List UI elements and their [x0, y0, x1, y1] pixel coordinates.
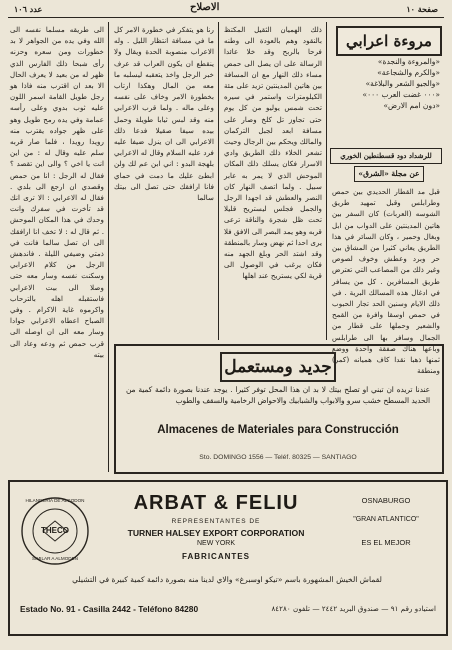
masthead: الاصلاح	[190, 2, 220, 13]
ad-arabic-line: لقماش الخيش المشهورة باسم «تيكو اوسبرغ» والاي لدينا منه بصورة دائمة كمية كبيرة في التشيلي	[72, 575, 382, 584]
poem-line: «والجيو الشعر والبلاغة»	[365, 79, 440, 88]
corporation-name: TURNER HALSEY EXPORT CORPORATION	[127, 528, 305, 538]
fabricantes-label: FABRICANTES	[182, 552, 250, 561]
logo-center-text: THECO	[41, 526, 69, 535]
article-column-middle: ذلك الهميان الثقيل المكتظ بالنقود وهم بالعودة الى وطنه فرحا بالربح وقد خلا عائدا الرسالة على ان يصل الى حمص مساء ذلك النهار مع ان المسافة بين هاتين المدينتين تزيد على مئة الكيلومترات واستمر في سيره تحت شمس يوليو من كل يوم حتى تجاوز تل كلخ وصار على مسافة ابعد لجبل التركمان والمالك ويحكم بين الرجال وحيث تشعر الخلاء ذلك الطريق وادي الاسرار فكان يسلك ذلك المكان الموحش الذي لا يمر به عابر سبيل . ولما اتصف النهار كان النصر والعطش قد اجهدا الرجل والجمل فجلس ليستريح قليلا تحت ظل شجرة والناقة ترعى قربه وهو يمد البصر الى الافق فلا يرى احدا ثم نهض وسار بالمنطقة وقد اشتد الحر وبلغ الجهد منه فكان يرغب في الوصول الى قرية لكي يستريح عند اهلها	[224, 25, 322, 281]
ad-contact: Estado No. 91 - Casilla 2442 - Teléfono 84280	[20, 604, 199, 614]
materials-advertisement	[114, 344, 444, 474]
column-rule	[108, 22, 109, 472]
poem-line: «والمروءة والنجدة»	[377, 57, 440, 66]
ad-address: Sto. DOMINGO 1556 — Teléf. 80325 — SANTIAGO	[199, 454, 357, 461]
page-number: صفحة ١٠	[406, 4, 438, 14]
ad-headline: جديد ومستعمل	[220, 352, 336, 382]
product-slogan: ES EL MEJOR	[361, 538, 411, 547]
header-rule	[8, 17, 444, 18]
column-rule	[326, 22, 327, 340]
poem-line: «والكرم والشجاعة»	[377, 68, 440, 77]
article-column-middle-left: رنا هو يتفكر في خطورة الامر كل ما في مسافة انتظار الليل . وله الاعراب منصوبة الحدة ويقال ولا ينقطع ان يكون العراب قد عرف خبر الرجل واخذ يتعقبه ليسلبه ما معه من المال وهكذا ارتاب بخطورة الامر وخاف على نفسه وعلى ماله . ولما قرب الاعرابي منه وقد لبس ثيابا طويلة وحمل بيده سيفا صقيلا فدعا ذلك الاعرابي الى ان ينزل ضيفا عليه فرد عليه السلام وقال له الاعرابي بلهجة البدو : اني ابن عم لك ولن ابطئ عليك ما دمت في حماي فانا ارافقك حتى تصل الى بيتك سالما	[114, 25, 214, 203]
product-name: OSNABURGO	[361, 496, 411, 505]
poem-block	[336, 56, 440, 111]
poem-line: «٠٠٠ غضت العرب ٠٠٠»	[362, 90, 440, 99]
logo-top-text: HILANDERIA DE ALGODON	[25, 498, 85, 503]
ad-arabic-body: عندنا تريده ان تبني او تصلح بيتك لا بد ان هذا المحل توفر كثيرا . يوجد عندنا بصورة دائمة كمية من الحديد المسطح خشب سرو والابواب والشبابيك والاحواض الرخامية والسقف والطوب	[126, 385, 430, 405]
product-brand: "GRAN ATLANTICO"	[353, 516, 419, 523]
article-title-box	[336, 26, 442, 56]
theco-logo	[20, 496, 90, 566]
logo-bottom-text: SIMILAR A ALMODEN	[32, 556, 78, 561]
ad-spanish-title: Almacenes de Materiales para Construcción	[157, 424, 399, 436]
article-column-left: الى طريقه مسلما نفسه الى الله وفي يده من الجواهر لا بد خطورات ومن سعره وحزنه رأى شبحا ذلك الفارس الذي ظهر له من بعيد لا يعرف الحال الا بعد ان اقترب منه فاذا هو رجل طويل القامة اسمر اللون عليه ثوب بدوي وعلى رأسه عمامة وفي يده رمح طويل وهو على ظهر جواده يقترب منه رويدا رويدا ، فلما صار قربه سلم عليه وقال له : من اين انت يا اخي ؟ والى اين تقصد ؟ فقال له الرجل : انا من حمص وقصدي ان ارجع الى بلدي . فقال له الاعرابي : الا ترى انك قد تأخرت في سفرك وانت وحدك في هذا المكان الموحش . ثم قال له : لا تخف انا ارافقك الى ان تصل سالما فانت في ذمتي وضيفي الليلة . فاندهش الرجل من كلام الاعرابي وسكنت نفسه وسار معه حتى وصلا الى بيت الاعرابي فاستقبله اهله بالترحاب واكرموه غاية الاكرام . وفي الصباح اعطاه الاعرابي جوادا وسار معه الى ان اوصله الى قرب حمص ثم ودعه وعاد الى بيته	[10, 25, 104, 359]
ad-arabic-contact: استيادو رقم ٩١ — صندوق البريد ٢٤٤٢ — تلفون ٨٤٢٨٠	[271, 604, 436, 613]
poem-line: «دون امم الارض»	[383, 101, 440, 110]
representantes-label: REPRESENTANTES DE	[171, 518, 261, 525]
byline: للرشداد دود قسطنطين الخوري	[330, 148, 442, 164]
corporation-city: NEW YORK	[197, 540, 235, 547]
article-title: مروءة اعرابي	[346, 32, 432, 50]
column-rule	[218, 22, 219, 340]
issue-number: عدد ١٠٦	[14, 4, 43, 14]
company-name: ARBAT & FELIU	[133, 492, 299, 514]
arbat-feliu-advertisement	[8, 480, 448, 636]
source-label: عن مجلة «الشرق»	[354, 166, 424, 182]
article-column-right: قبل مد القطار الحديدي بين حمص وطرابلس وقبل تمهيد طريق الشوسه (العربات) كان السفر بين هاتين المدينتين على الدواب من ابل وبغال وحمير ، وكان السائر في هذا الطريق يعاني كثيرا من المشاق بين حر وبرد وعطش وخوف لصوص وغير ذلك من المصاعب التي تعترض طريق المسافرين . كل من يسافر في ادغال هذه المسالك البرية . في ذلك الايام وسنين الحد تجار الحبوب في حمص اوسقا وافرة من القمح والشعير وحملها على قطار من الجمال وسافر بها الى طرابلس وباعها هناك صفقة واحدة ووضع ثمنها ذهبا نقدا كاف هميانه (كمر) ومنطقة	[332, 187, 440, 376]
